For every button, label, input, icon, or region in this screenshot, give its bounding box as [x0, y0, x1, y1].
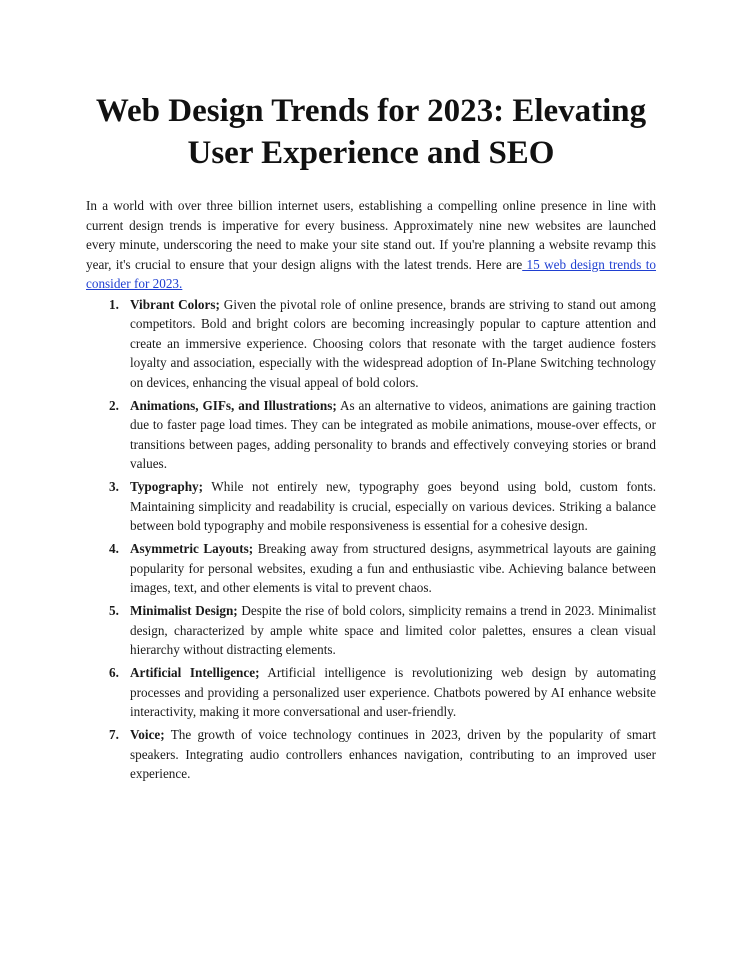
list-number: 1.	[109, 296, 119, 312]
trends-link[interactable]: 15 web design trends to consider for 2023.	[86, 256, 657, 291]
trend-text: Given the pivotal role of online presence, brands are striving to stand out among competitors. Bold and bright colors are becoming increasingly popular to capture attention and create an immersive experience. Choosing colors that resonate with the target audience fosters loyalty and association, especially with the widespread adoption of In-Plane Switching technology on devices, enhancing the visual appeal of bold colors.	[130, 296, 656, 390]
intro-text: In a world with over three billion internet users, establishing a compelling online presence in line with current design trends is imperative for every business. Approximately nine new websites are launched every minute, underscoring the need to make your site stand out. If you're planning a website revamp this year, it's crucial to ensure that your design aligns with the latest trends. Here are	[86, 198, 656, 272]
trend-title: Artificial Intelligence;	[130, 665, 260, 680]
intro-paragraph	[86, 196, 656, 294]
trend-title: Asymmetric Layouts;	[130, 541, 254, 556]
trend-text: Breaking away from structured designs, asymmetrical layouts are gaining popularity for personal websites, exuding a fun and enthusiastic vibe. Achieving balance between images, text, and other elements is vital to prevent chaos.	[130, 541, 656, 595]
list-item-voice	[86, 725, 656, 784]
trend-text: While not entirely new, typography goes beyond using bold, custom fonts. Maintaining simplicity and readability is crucial, especially on various devices. Striking a balance between bold typography and mobile responsiveness is essential for a cohesive design.	[130, 479, 656, 533]
list-number: 6.	[109, 665, 119, 680]
list-number: 2.	[109, 397, 119, 413]
trend-title: Vibrant Colors;	[130, 296, 220, 312]
page-title: Web Design Trends for 2023: Elevating User Experience and SEO	[95, 93, 647, 171]
list-number: 4.	[109, 541, 119, 556]
list-number: 5.	[109, 603, 119, 618]
list-item-minimalist-design	[86, 601, 656, 660]
list-item-typography	[86, 477, 656, 536]
list-item-artificial-intelligence	[86, 663, 656, 722]
list-item-vibrant-colors	[86, 295, 656, 393]
trend-text: Despite the rise of bold colors, simplicity remains a trend in 2023. Minimalist design, characterized by ample white space and limited color palettes, ensures a clean visual hierarchy without distracting elements.	[130, 603, 656, 657]
trend-title: Minimalist Design;	[130, 603, 238, 618]
trend-text: The growth of voice technology continues in 2023, driven by the popularity of smart speakers. Integrating audio controllers enhances navigation, contributing to an improved user experience.	[130, 727, 656, 781]
trends-list	[86, 295, 656, 784]
document-page	[86, 90, 656, 787]
trend-title: Animations, GIFs, and Illustrations;	[130, 397, 337, 413]
list-item-animations	[86, 396, 656, 474]
list-number: 7.	[109, 727, 119, 742]
trend-text: Artificial intelligence is revolutionizing web design by automating processes and providing a personalized user experience. Chatbots powered by AI enhance website interactivity, making it more conversational and user-friendly.	[130, 665, 656, 719]
trend-title: Typography;	[130, 479, 204, 494]
trend-title: Voice;	[130, 727, 165, 742]
list-item-asymmetric-layouts	[86, 539, 656, 598]
trend-text: As an alternative to videos, animations are gaining traction due to faster page load times. They can be integrated as mobile animations, mouse-over effects, or transitions between pages, adding personality to brands and effectively conveying stories or brand values.	[130, 397, 657, 471]
list-number: 3.	[109, 479, 119, 494]
